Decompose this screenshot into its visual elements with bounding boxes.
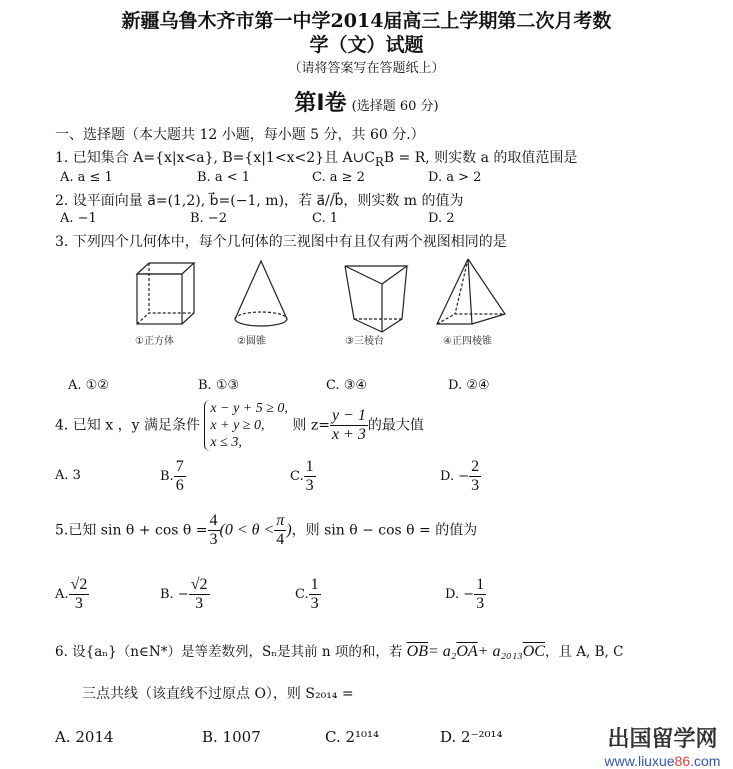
q2-option-a: A. −1 [60,211,97,226]
q1-option-d: D. a > 2 [428,170,482,185]
q2-option-c: C. 1 [312,211,339,226]
fraction: $\frac{y - 1}{x + 3}$ [331,407,366,443]
q2-option-b: B. −2 [190,211,227,226]
exam-title: 新疆乌鲁木齐市第一中学2014届高三上学期第二次月考数 [121,10,612,32]
q4-option-a: A. 3 [55,468,81,483]
geometry-figure [125,252,535,347]
q3-option-b: B. ①③ [198,378,240,393]
figure-label-3: ③三棱台 [345,336,384,347]
q6-option-c: C. 2¹⁰¹⁴ [325,728,380,746]
exam-note: （请将答案写在答题纸上） [288,61,445,76]
part-heading [0,86,733,117]
exam-subtitle: 学（文）试题 [309,34,424,56]
part-note: (选择题 60 分) [351,99,439,114]
q5-option-b: B. − $\frac{√2}{3}$ [160,576,208,612]
watermark-logo: 出国留学网 www.liuxue86.com [604,727,721,769]
pyramid-drawing [437,259,505,324]
section-heading: 一、选择题（本大题共 12 小题，每小题 5 分，共 60 分.） [55,127,425,143]
cone-drawing [235,261,287,326]
q1-option-c: C. a ≥ 2 [312,170,365,185]
q1-option-b: B. a < 1 [197,170,250,185]
q2-option-d: D. 2 [428,211,455,226]
question-6: 6. 设{aₙ}（n∈N*）是等差数列，Sₙ是其前 n 项的和，若 $\overline{OB}= a_2\overline{OA}+ a_{2013}\overline{OC}$，且 A, B, C [55,643,624,660]
q4-option-d: D. − $\frac{2}{3}$ [440,458,480,494]
figure-label-1: ①正方体 [135,336,174,347]
q3-option-d: D. ②④ [448,378,490,393]
q6-option-b: B. 1007 [202,728,261,746]
q4-option-c: C. $\frac{1}{3}$ [290,458,314,494]
q5-option-a: A. $\frac{√2}{3}$ [55,576,88,612]
question-5: 5.已知 sin θ + cos θ = $\frac{4}{3}$ (0 < θ < $\frac{\pi}{4}$ )，则 sin θ − cos θ = 的值为 [55,512,478,548]
question-6-line2: 三点共线（该直线不过原点 O），则 S₂₀₁₄ = [82,686,354,702]
part-title: 第Ⅰ卷 [294,91,347,116]
question-2: 2. 设平面向量 a⃗=(1,2), b⃗=(−1, m)，若 a⃗//b⃗，则实数 m 的值为 [55,193,464,209]
q3-option-a: A. ①② [68,378,109,393]
q6-option-a: A. 2014 [55,728,114,746]
figure-label-2: ②圆锥 [237,336,266,347]
q5-option-d: D. − $\frac{1}{3}$ [445,576,485,612]
question-4: 4. 已知 x ，y 满足条件 x − y + 5 ≥ 0, x + y ≥ 0, x ≤ 3, 则 z= $\frac{y - 1}{x + 3}$ 的最大值 [55,401,424,450]
frustum-drawing [345,266,407,332]
question-3: 3. 下列四个几何体中，每个几何体的三视图中有且仅有两个视图相同的是 [55,234,507,250]
q1-option-a: A. a ≤ 1 [60,170,113,185]
q6-option-d: D. 2⁻²⁰¹⁴ [440,728,503,746]
q3-option-c: C. ③④ [326,378,368,393]
constraint-system: x − y + 5 ≥ 0, x + y ≥ 0, x ≤ 3, [204,400,288,451]
q5-option-c: C. $\frac{1}{3}$ [295,576,319,612]
q4-option-b: B. $\frac{7}{6}$ [160,458,184,494]
question-1: 1. 已知集合 A={x|x<a}, B={x|1<x<2}且 $A\cup C_RB = R$, 则实数 a 的取值范围是 [55,150,578,169]
figure-label-4: ④正四棱锥 [443,336,492,347]
cube-drawing [137,263,194,324]
